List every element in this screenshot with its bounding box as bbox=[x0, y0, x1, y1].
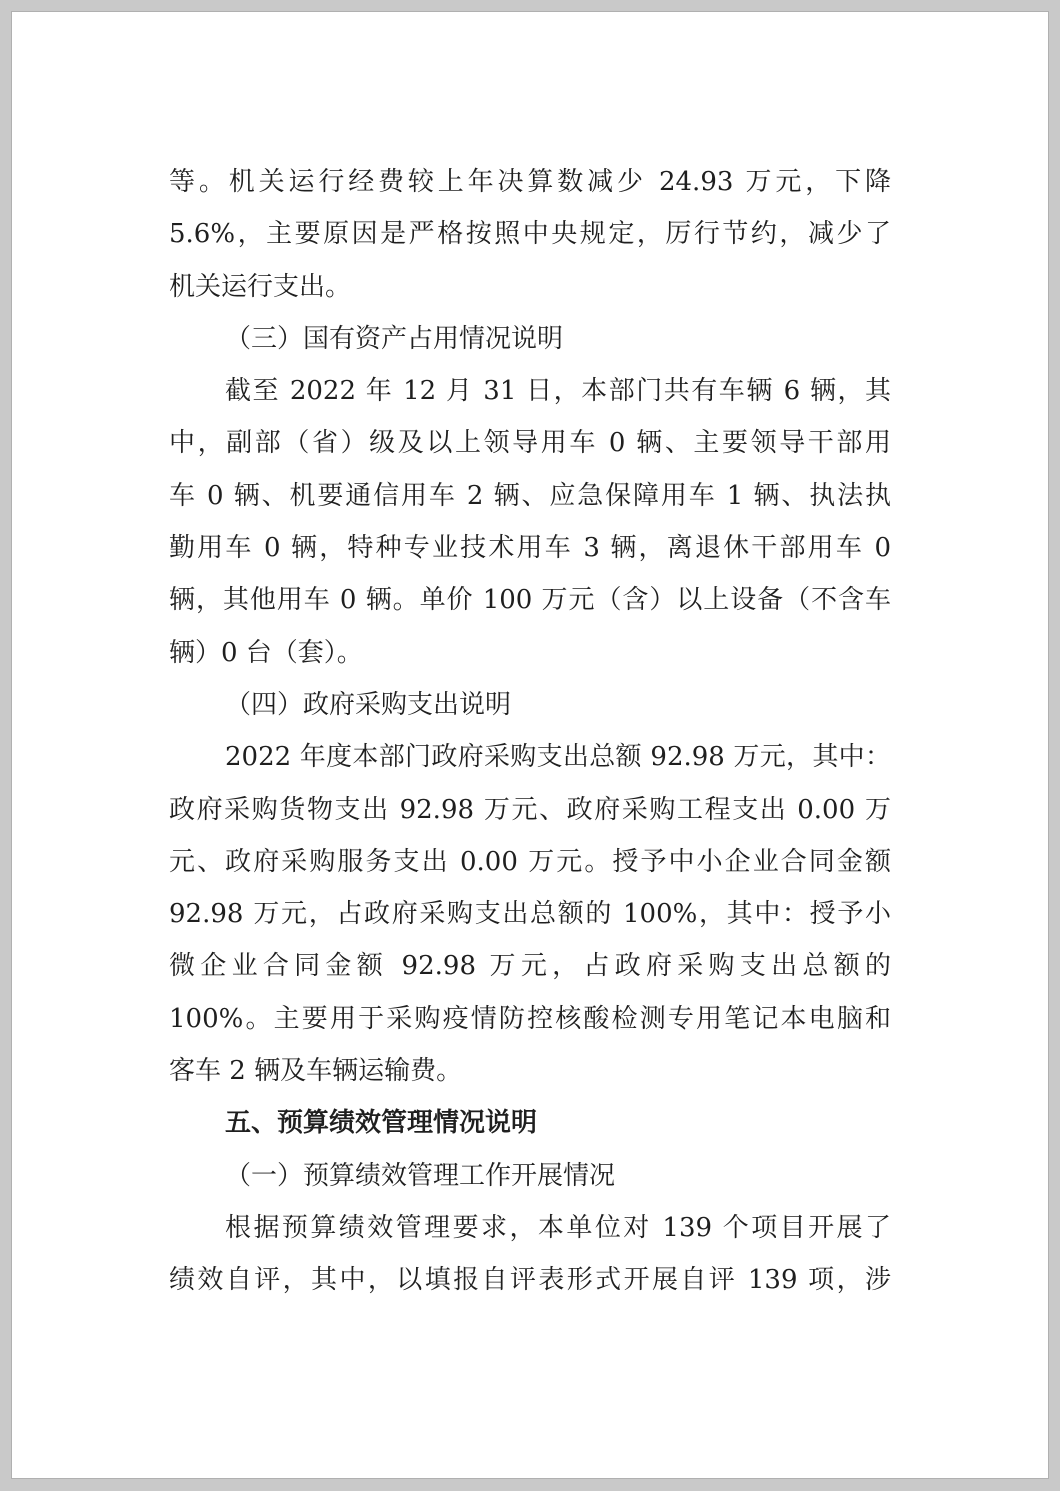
text-line: 勤用车 0 辆，特种专业技术用车 3 辆，离退休干部用车 0 bbox=[169, 533, 891, 564]
text-line: （一）预算绩效管理工作开展情况 bbox=[225, 1160, 616, 1191]
text-line: 微企业合同金额 92.98 万元，占政府采购支出总额的 bbox=[169, 951, 891, 982]
section-heading: 五、预算绩效管理情况说明 bbox=[225, 1108, 538, 1139]
text-line: 机关运行支出。 bbox=[169, 271, 352, 302]
text-line: 5.6%，主要原因是严格按照中央规定，厉行节约，减少了 bbox=[169, 219, 891, 250]
text-line: 等。机关运行经费较上年决算数减少 24.93 万元，下降 bbox=[169, 167, 891, 197]
text-line: 中，副部（省）级及以上领导用车 0 辆、主要领导干部用 bbox=[169, 428, 891, 459]
text-line: 根据预算绩效管理要求，本单位对 139 个项目开展了 bbox=[225, 1212, 891, 1243]
text-line: 绩效自评，其中，以填报自评表形式开展自评 139 项，涉 bbox=[169, 1265, 891, 1296]
text-line: 车 0 辆、机要通信用车 2 辆、应急保障用车 1 辆、执法执 bbox=[169, 480, 891, 511]
text-line: （三）国有资产占用情况说明 bbox=[225, 323, 564, 354]
text-line: 100%。主要用于采购疫情防控核酸检测专用笔记本电脑和 bbox=[169, 1003, 891, 1034]
text-line: 2022 年度本部门政府采购支出总额 92.98 万元，其中： bbox=[225, 742, 891, 773]
text-line: 92.98 万元，占政府采购支出总额的 100%，其中：授予小 bbox=[169, 899, 891, 930]
text-line: 截至 2022 年 12 月 31 日，本部门共有车辆 6 辆，其 bbox=[225, 376, 891, 407]
text-line: 辆，其他用车 0 辆。单价 100 万元（含）以上设备（不含车 bbox=[169, 585, 891, 616]
text-line: 政府采购货物支出 92.98 万元、政府采购工程支出 0.00 万 bbox=[169, 794, 891, 825]
text-line: 辆）0 台（套）。 bbox=[169, 637, 363, 668]
document-page bbox=[11, 11, 1049, 1479]
text-line: 元、政府采购服务支出 0.00 万元。授予中小企业合同金额 bbox=[169, 846, 891, 877]
text-line: 客车 2 辆及车辆运输费。 bbox=[169, 1056, 463, 1087]
document-body bbox=[169, 156, 891, 1307]
text-line: （四）政府采购支出说明 bbox=[225, 689, 512, 720]
